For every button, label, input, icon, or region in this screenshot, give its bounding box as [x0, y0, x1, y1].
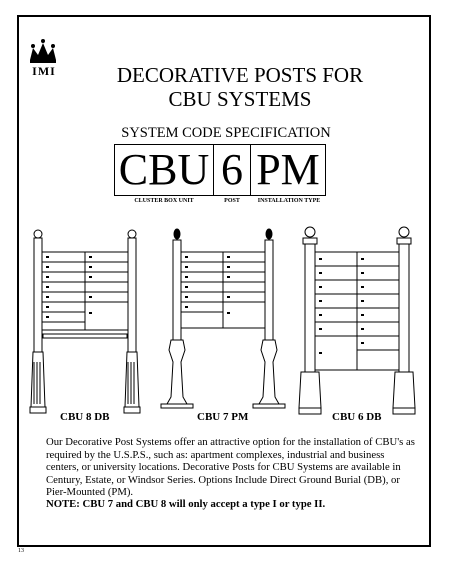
caption-cbu-7-pm: CBU 7 PM [197, 411, 249, 423]
code-cbu: CBU [114, 144, 214, 196]
label-installation-type: INSTALLATION TYPE [257, 198, 321, 204]
page-title-line1: DECORATIVE POSTS FOR [116, 63, 364, 87]
label-cluster-box-unit: CLUSTER BOX UNIT [134, 198, 194, 204]
label-post: POST [224, 198, 240, 204]
description-paragraph: Our Decorative Post Systems offer an attractive option for the installation of CBU's as required by the U.S.P.S., such as: apartment complexes, industrial and business centers, or university locations. Decorative Posts for CBU Systems are available in Century, Estate, or Windsor Series. Options Include Direct Ground Burial (DB), or Pier-Mounted (PM). [46, 436, 415, 498]
cbu-7-pm-illustration [161, 229, 285, 408]
code-post: 6 [213, 144, 251, 196]
note-text: NOTE: CBU 7 and CBU 8 will only accept a type I or type II. [46, 498, 326, 510]
page-number: 13 [18, 548, 24, 554]
product-illustrations [25, 222, 425, 428]
page-title-line2: CBU SYSTEMS [168, 87, 312, 111]
code-installation: PM [250, 144, 326, 196]
logo-text: IMI [32, 64, 56, 78]
caption-cbu-6-db: CBU 6 DB [332, 411, 382, 423]
spec-heading: SYSTEM CODE SPECIFICATION [121, 125, 331, 141]
caption-cbu-8-db: CBU 8 DB [60, 411, 110, 423]
cbu-6-db-illustration [299, 227, 415, 414]
